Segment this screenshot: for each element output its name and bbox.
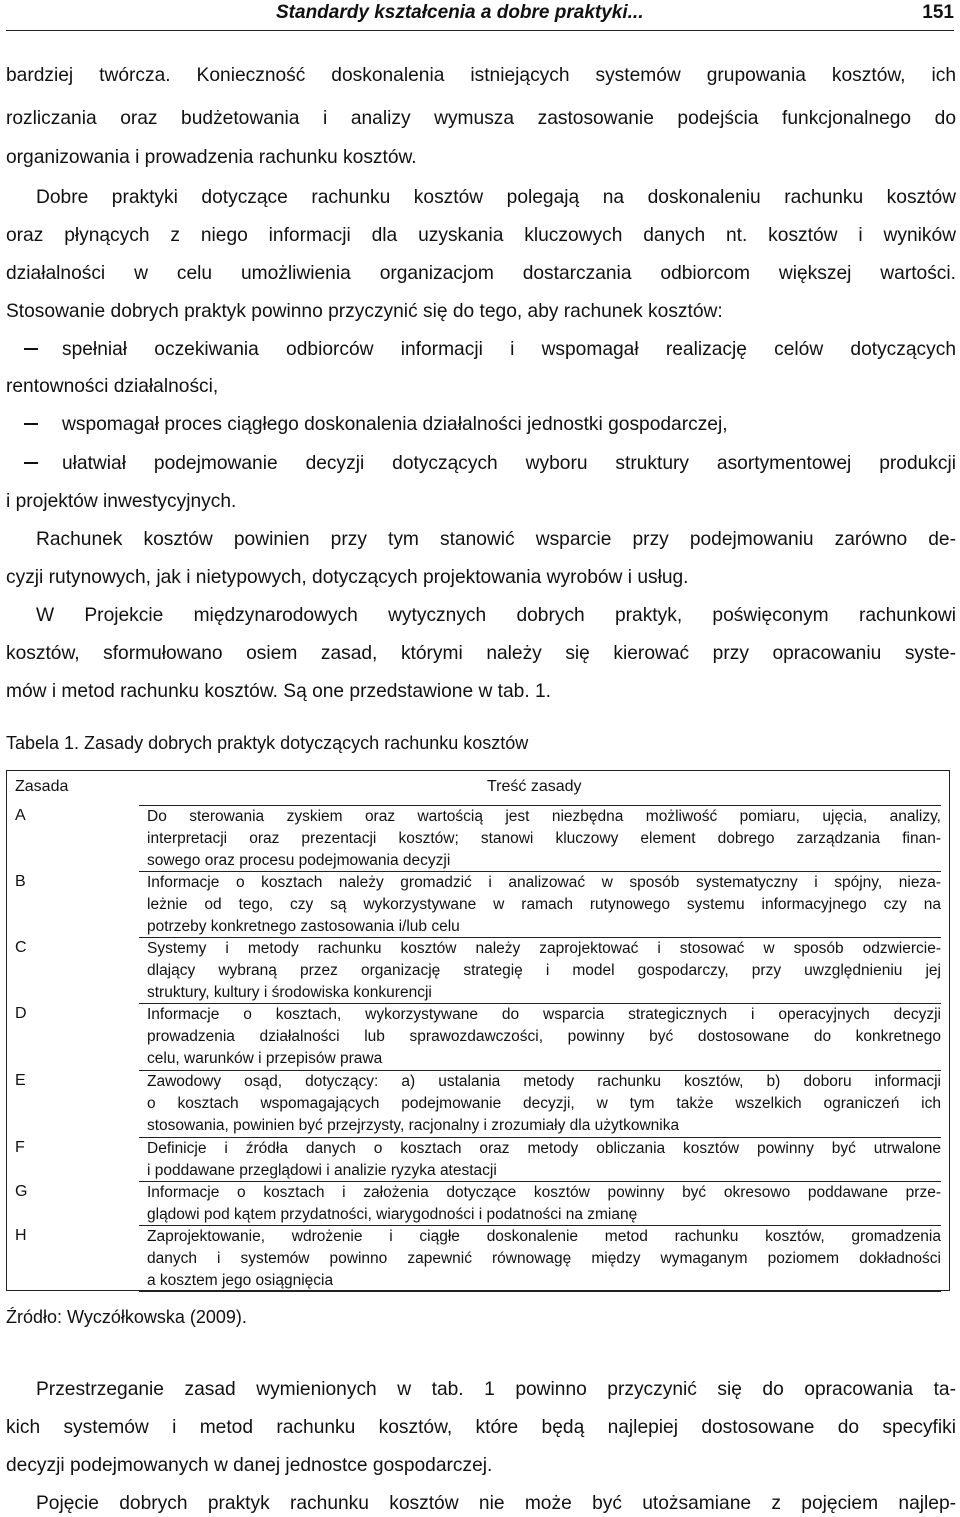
- body-line: mów i metod rachunku kosztów. Są one przedstawione w tab. 1.: [6, 681, 551, 702]
- body-line: kosztów, sformułowano osiem zasad, którymi należy się kierować przy opracowaniu syste-: [6, 643, 956, 664]
- running-header: [6, 0, 954, 31]
- principle-text-line: o kosztach wspomagających podejmowanie decyzji, w tym także wszelkich ograniczeń ich: [147, 1094, 941, 1112]
- principle-text: [139, 805, 941, 871]
- bullet-continuation: i projektów inwestycyjnych.: [6, 491, 237, 512]
- principle-text-line: glądowi pod kątem przydatności, wiarygodności i podatności na zmianę: [147, 1205, 638, 1223]
- principle-text-line: i poddawane przeglądowi i analizie ryzyka atestacji: [147, 1161, 497, 1179]
- bullet-text: ułatwiał podejmowanie decyzji dotyczących wyboru struktury asortymentowej produkcji: [62, 453, 956, 474]
- body-line: decyzji podejmowanych w danej jednostce gospodarczej.: [6, 1455, 493, 1476]
- body-line: kich systemów i metod rachunku kosztów, które będą najlepiej dostosowane do specyfiki: [6, 1417, 956, 1438]
- body-line: oraz płynących z niego informacji dla uzyskania kluczowych danych nt. kosztów i wyników: [6, 225, 956, 246]
- principle-text-line: potrzeby konkretnego zastosowania i/lub celu: [147, 917, 460, 935]
- principle-text: [139, 1225, 941, 1292]
- principle-text: [139, 937, 941, 1003]
- principle-letter: B: [15, 873, 26, 890]
- principle-letter: A: [15, 807, 26, 824]
- principle-text-line: struktury, kultury i środowiska konkurencji: [147, 983, 432, 1001]
- body-line: W Projekcie międzynarodowych wytycznych dobrych praktyk, poświęconym rachunkowi: [36, 605, 956, 626]
- principle-text-line: Informacje o kosztach, wykorzystywane do wsparcia strategicznych i operacyjnych decyzji: [147, 1006, 941, 1023]
- body-line: Rachunek kosztów powinien przy tym stanowić wsparcie przy podejmowaniu zarówno de-: [36, 529, 956, 550]
- bullet-item: [24, 452, 956, 476]
- principle-text-line: leżnie od tego, czy są wykorzystywane w ramach rutynowego systemu informacyjnego czy na: [147, 895, 941, 913]
- principle-letter: E: [15, 1072, 26, 1089]
- principle-text: [139, 1003, 941, 1069]
- principle-text-line: stosowania, powinien być przejrzysty, racjonalny i zrozumiały dla użytkownika: [147, 1116, 680, 1134]
- principle-text-line: sowego oraz procesu podejmowania decyzji: [147, 851, 451, 869]
- bullet-text: wspomagał proces ciągłego doskonalenia działalności jednostki gospodarczej,: [62, 414, 728, 435]
- rules-table: [6, 770, 950, 1291]
- body-line: Stosowanie dobrych praktyk powinno przyczynić się do tego, aby rachunek kosztów:: [6, 301, 723, 322]
- principle-text: [139, 1070, 941, 1136]
- principle-text: [139, 1181, 941, 1226]
- principle-text-line: danych i systemów powinno zapewnić równowagę między wymaganym poziomem dokładności: [147, 1249, 941, 1267]
- principle-text-line: Definicje i źródła danych o kosztach oraz metody obliczania kosztów powinny być utrwalone: [147, 1140, 941, 1157]
- principle-text: [139, 871, 941, 937]
- principle-text-line: Informacje o kosztach i założenia dotyczące kosztów powinny być okresowo poddawane prze-: [147, 1184, 941, 1201]
- column-header-tresc: Treść zasady: [487, 778, 582, 795]
- table-caption: Tabela 1. Zasady dobrych praktyk dotyczących rachunku kosztów: [6, 733, 529, 753]
- body-line: bardziej twórcza. Konieczność doskonalenia istniejących systemów grupowania kosztów, ich: [6, 65, 956, 86]
- principle-text-line: dlający wybraną przez organizację strategię i model gospodarczy, przy uwzględnieniu jej: [147, 961, 941, 979]
- column-header-zasada: Zasada: [15, 778, 69, 795]
- principle-letter: D: [15, 1005, 27, 1022]
- principle-text-line: a kosztem jego osiągnięcia: [147, 1271, 334, 1289]
- body-line: organizowania i prowadzenia rachunku kosztów.: [6, 147, 417, 168]
- principle-text-line: celu, warunków i przepisów prawa: [147, 1049, 383, 1067]
- principle-text-line: Do sterowania zyskiem oraz wartością jest niezbędna możliwość pomiaru, ujęcia, analizy,: [147, 808, 941, 825]
- body-line: Dobre praktyki dotyczące rachunku kosztów polegają na doskonaleniu rachunku kosztów: [36, 187, 956, 208]
- body-line: cyzji rutynowych, jak i nietypowych, dotyczących projektowania wyrobów i usług.: [6, 567, 689, 588]
- page-number: 151: [922, 2, 954, 23]
- principle-text-line: prowadzenia działalności lub sprawozdawczości, powinny być dostosowane do konkretnego: [147, 1027, 941, 1045]
- principle-letter: C: [15, 939, 27, 956]
- body-line: Przestrzeganie zasad wymienionych w tab. 1 powinno przyczynić się do opracowania ta-: [36, 1379, 956, 1400]
- principle-text-line: Systemy i metody rachunku kosztów należy zaprojektować i stosować w sposób odzwiercie-: [147, 940, 941, 957]
- principle-letter: F: [15, 1139, 25, 1156]
- body-line: Pojęcie dobrych praktyk rachunku kosztów nie może być utożsamiane z pojęciem najlep-: [36, 1493, 956, 1514]
- principle-text-line: Zawodowy osąd, dotyczący: a) ustalania metody rachunku kosztów, b) doboru informacji: [147, 1073, 941, 1090]
- body-line: rozliczania oraz budżetowania i analizy wymusza zastosowanie podejścia funkcjonalnego do: [6, 108, 956, 129]
- running-title: Standardy kształcenia a dobre praktyki...: [276, 2, 644, 23]
- principle-text: [139, 1137, 941, 1182]
- dash-icon: [24, 462, 38, 464]
- bullet-continuation: rentowności działalności,: [6, 376, 219, 397]
- principle-text-line: interpretacji oraz prezentacji kosztów; stanowi kluczowy element dobrego zarządzania finan-: [147, 829, 941, 847]
- body-line: działalności w celu umożliwienia organizacjom dostarczania odbiorcom większej wartości.: [6, 263, 956, 284]
- dash-icon: [24, 423, 38, 425]
- principle-letter: G: [15, 1183, 28, 1200]
- principle-text-line: Zaprojektowanie, wdrożenie i ciągłe doskonalenie metod rachunku kosztów, gromadzenia: [147, 1228, 941, 1245]
- bullet-text: spełniał oczekiwania odbiorców informacji i wspomagał realizację celów dotyczących: [62, 339, 956, 360]
- table-source: Źródło: Wyczółkowska (2009).: [6, 1307, 247, 1327]
- bullet-item: [24, 338, 956, 362]
- dash-icon: [24, 348, 38, 350]
- principle-letter: H: [15, 1227, 27, 1244]
- bullet-item: [24, 413, 956, 437]
- principle-text-line: Informacje o kosztach należy gromadzić i analizować w sposób systematyczny i spójny, nieza-: [147, 874, 941, 891]
